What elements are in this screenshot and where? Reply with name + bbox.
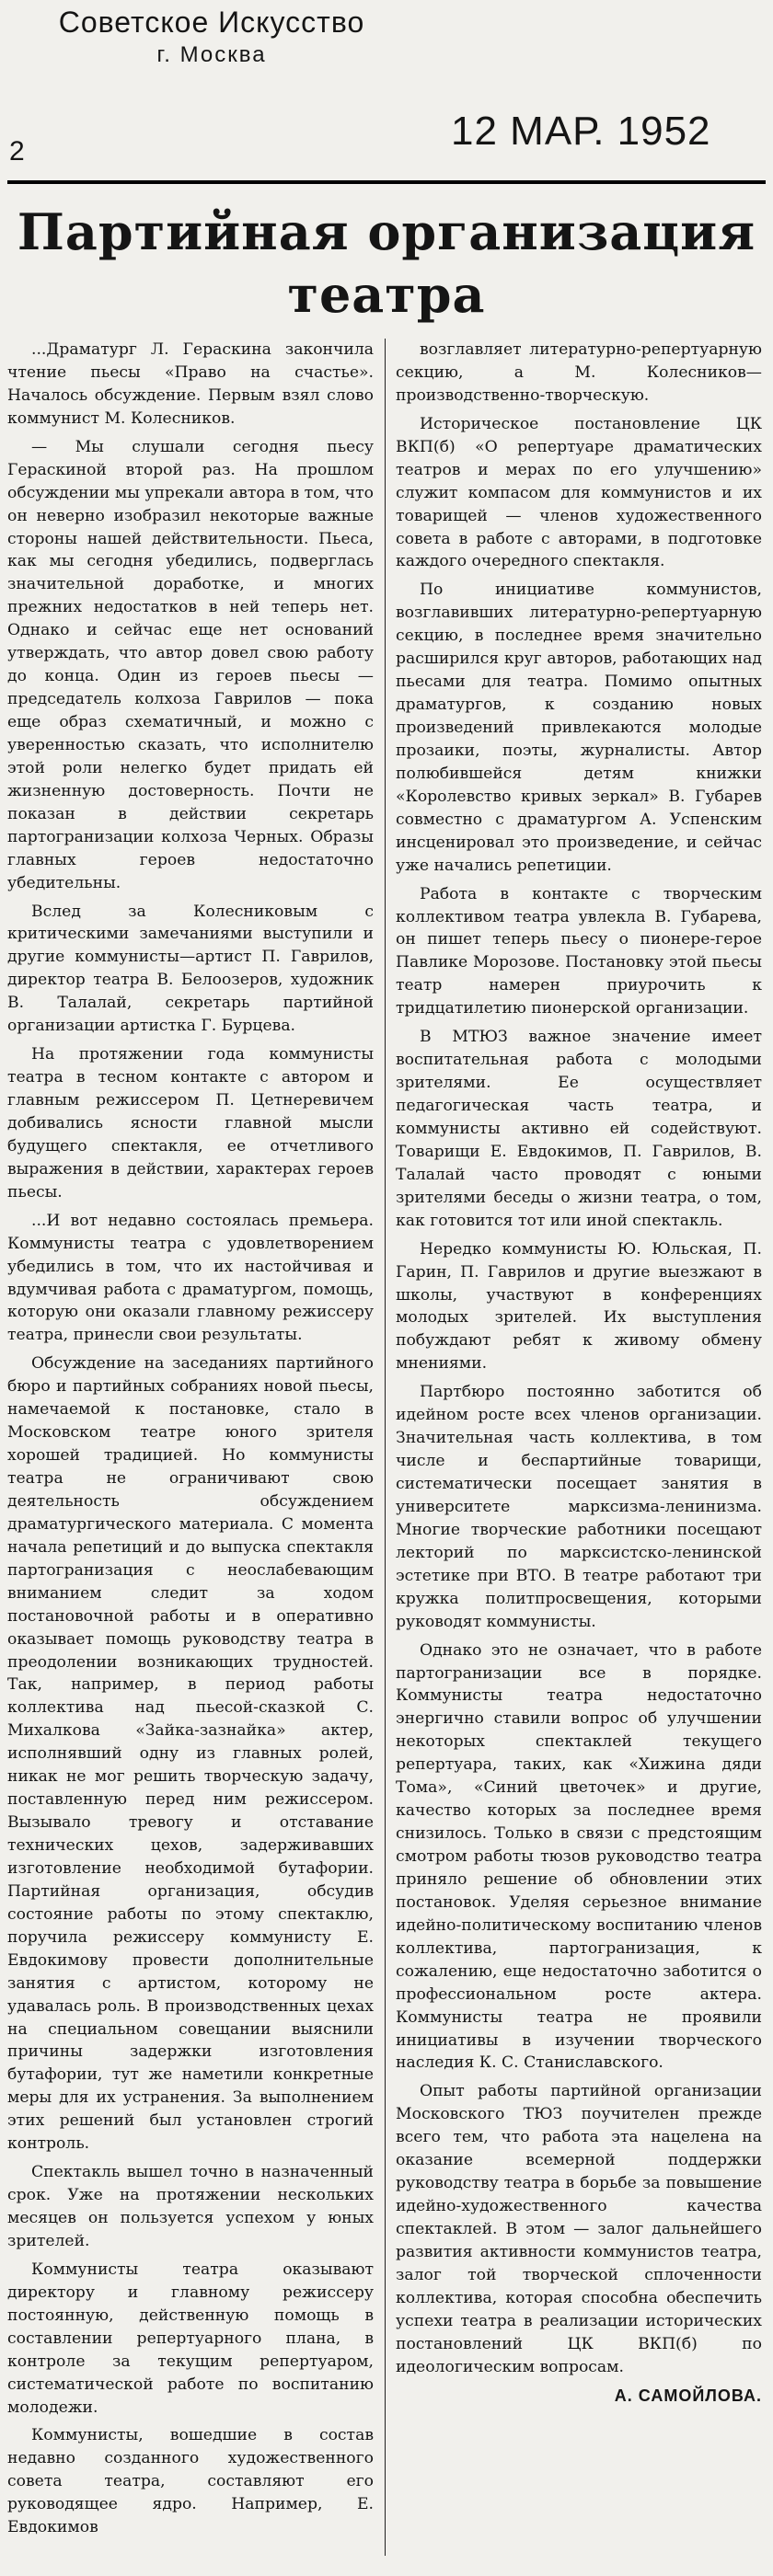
source-stamp bbox=[55, 6, 368, 68]
article-paragraph: В МТЮЗ важное значение имеет воспитательная работа с молодыми зрителями. Ее осуществляет педагогическая часть театра, и коммунисты активно ей содействуют. Товарищи Е. Евдокимов, П. Гаврилов, В. Талалай часто проводят с юными зрителями беседы о жизни театра, о том, как готовится тот или иной спектакль. bbox=[396, 1028, 762, 1230]
article-paragraph: ...Драматург Л. Гераскина закончила чтение пьесы «Право на счастье». Началось обсуждение. Первым взял слово коммунист М. Колесников. bbox=[7, 340, 374, 428]
article-paragraph: По инициативе коммунистов, возглавивших литературно-репертуарную секцию, в последнее время значительно расширился круг авторов, работающих над пьесами для театра. Помимо опытных драматургов, к созданию новых произведений привлекаются молодые прозаики, поэты, журналисты. Автор полюбившейся детям книжки «Королевство кривых зеркал» В. Губарев совместно с драматургом А. Успенским инсценировал это произведение, и сейчас уже начались репетиции. bbox=[396, 581, 762, 875]
source-name: Советское Искусство bbox=[58, 6, 365, 39]
article-paragraph: Опыт работы партийной организации Московского ТЮЗ поучителен прежде всего тем, что работа эта нацелена на оказание всемерной поддержки руководству театра в борьбе за повышение идейно-художественного качества спектаклей. В этом — залог дальнейшего развития активности коммунистов театра, залог той творческой сплоченности коллектива, которая способна обеспечить успехи театра в реализации исторических постановлений ЦК ВКП(б) по идеологическим вопросам. bbox=[396, 2082, 762, 2376]
article-paragraph: Коммунисты театра оказывают директору и главному режиссеру постоянную, действенную помощь в составлении репертуарного плана, в контроле за текущим репертуаром, систематической работе по воспитанию молодежи. bbox=[7, 2260, 374, 2417]
article-paragraph: ...И вот недавно состоялась премьера. Коммунисты театра с удовлетворением убедились в том, что их настойчивая и вдумчивая работа с драматургом, помощь, которую они оказали главному режиссеру театра, принесли свои результаты. bbox=[7, 1211, 374, 1345]
column-divider bbox=[385, 339, 386, 2556]
top-rule bbox=[7, 180, 766, 184]
article-paragraph: Историческое постановление ЦК ВКП(б) «О репертуаре драматических театров и мерах по его улучшению» служит компасом для коммунистов и их товарищей — членов художественного совета в работе с авторами, в подготовке каждого очередного спектакля. bbox=[396, 414, 762, 571]
date-stamp: 12 МАР. 1952 bbox=[451, 109, 711, 154]
article-body bbox=[0, 339, 773, 2556]
article-paragraph: Обсуждение на заседаниях партийного бюро и партийных собраниях новой пьесы, намечаемой к постановке, стало в Московском театре юного зрителя хорошей традицией. Но коммунисты театра не ограничивают свою деятельность обсуждением драматургического материала. С момента начала репетиций и до выпуска спектакля партогранизация с неослабевающим вниманием следит за ходом постановочной работы и в оперативно оказывает помощь руководству театра в преодолении возникающих трудностей. Так, например, в период работы коллектива над пьесой-сказкой С. Михалкова «Зайка-зазнайка» актер, исполнявший одну из главных ролей, никак не мог решить творческую задачу, поставленную перед ним режиссером. Вызывало тревогу и отставание технических цехов, задерживавших изготовление необходимой бутафории. Партийная организация, обсудив состояние работы по этому спектаклю, поручила режиссеру коммунисту Е. Евдокимову провести дополнительные занятия с артистом, которому не удавалась роль. В производственных цехах на специальном совещании выяснили причины задержки изготовления бутафории, тут же наметили конкретные меры для их устранения. За выполнением этих решений был установлен строгий контроль. bbox=[7, 1354, 374, 2154]
article-paragraph: Работа в контакте с творческим коллективом театра увлекла В. Губарева, он пишет теперь пьесу о пионере-герое Павлике Морозове. Постановку этой пьесы театр намерен приурочить к тридцатилетию пионерской организации. bbox=[396, 884, 762, 1018]
article-paragraph: возглавляет литературно-репертуарную секцию, а М. Колесников—производственно-творческую. bbox=[396, 340, 762, 405]
article-paragraph: Коммунисты, вошедшие в состав недавно созданного художественного совета театра, составляют его руководящее ядро. Например, Е. Евдокимов bbox=[7, 2426, 374, 2537]
article-title: Партийная организация театра bbox=[17, 202, 756, 324]
article-paragraph: Нередко коммунисты Ю. Юльская, П. Гарин, П. Гаврилов и другие выезжают в школы, участвуют в конференциях молодых зрителей. Их выступления побуждают ребят к живому обмену мнениями. bbox=[396, 1239, 762, 1374]
article-paragraph: Однако это не означает, что в работе партогранизации все в порядке. Коммунисты театра недостаточно энергично ставили вопрос об улучшении некоторых спектаклей текущего репертуара, таких, как «Хижина дяди Тома», «Синий цветочек» и другие, качество которых за последнее время снизилось. Только в связи с предстоящим смотром работы тюзов руководство театра приняло решение об обновлении этих постановок. Уделяя серьезное внимание идейно-политическому воспитанию членов коллектива, партогранизация, к сожалению, еще недостаточно заботится о профессиональном росте актера. Коммунисты театра не проявили инициативы в изучении творческого наследия К. С. Станиславского. bbox=[396, 1640, 762, 2073]
page-number: 2 bbox=[9, 136, 25, 167]
source-city: г. Москва bbox=[156, 42, 267, 67]
article-author: А. САМОЙЛОВА. bbox=[614, 2386, 762, 2405]
article-paragraph: Вслед за Колесниковым с критическими замечаниями выступили и другие коммунисты—артист П. Гаврилов, директор театра В. Белоозеров, художник В. Талалай, секретарь партийной организации артистка Г. Бурцева. bbox=[7, 902, 374, 1036]
article-paragraph: Спектакль вышел точно в назначенный срок. Уже на протяжении нескольких месяцев он пользуется успехом у юных зрителей. bbox=[7, 2163, 374, 2250]
article-paragraph: Партбюро постоянно заботится об идейном росте всех членов организации. Значительная часть коллектива, в том числе и беспартийные товарищи, систематически посещает занятия в университете марксизма-ленинизма. Многие творческие работники посещают лекторий по марксистско-ленинской эстетике при ВТО. В театре работают три кружка политпросвещения, которыми руководят коммунисты. bbox=[396, 1383, 762, 1631]
left-column bbox=[7, 339, 374, 2556]
right-column bbox=[396, 339, 762, 2556]
article-paragraph: — Мы слушали сегодня пьесу Гераскиной второй раз. На прошлом обсуждении мы упрекали автора в том, что он неверно изобразил некоторые важные стороны нашей действительности. Пьеса, как мы сегодня убедились, подверглась значительной доработке, и многих прежних недостатков в ней теперь нет. Однако и сейчас еще нет оснований утверждать, что автор довел свою работу до конца. Один из героев пьесы — председатель колхоза Гаврилов — пока еще образ схематичный, и можно с уверенностью сказать, что исполнителю этой роли нелегко будет придать ей жизненную достоверность. Почти не показан в действии секретарь партогранизации колхоза Черных. Образы главных героев недостаточно убедительны. bbox=[7, 437, 374, 892]
article-paragraph: На протяжении года коммунисты театра в тесном контакте с автором и главным режиссером П. Цетнеревичем добивались ясности главной мысли будущего спектакля, ее отчетливого выражения в действии, характерах героев пьесы. bbox=[7, 1045, 374, 1202]
